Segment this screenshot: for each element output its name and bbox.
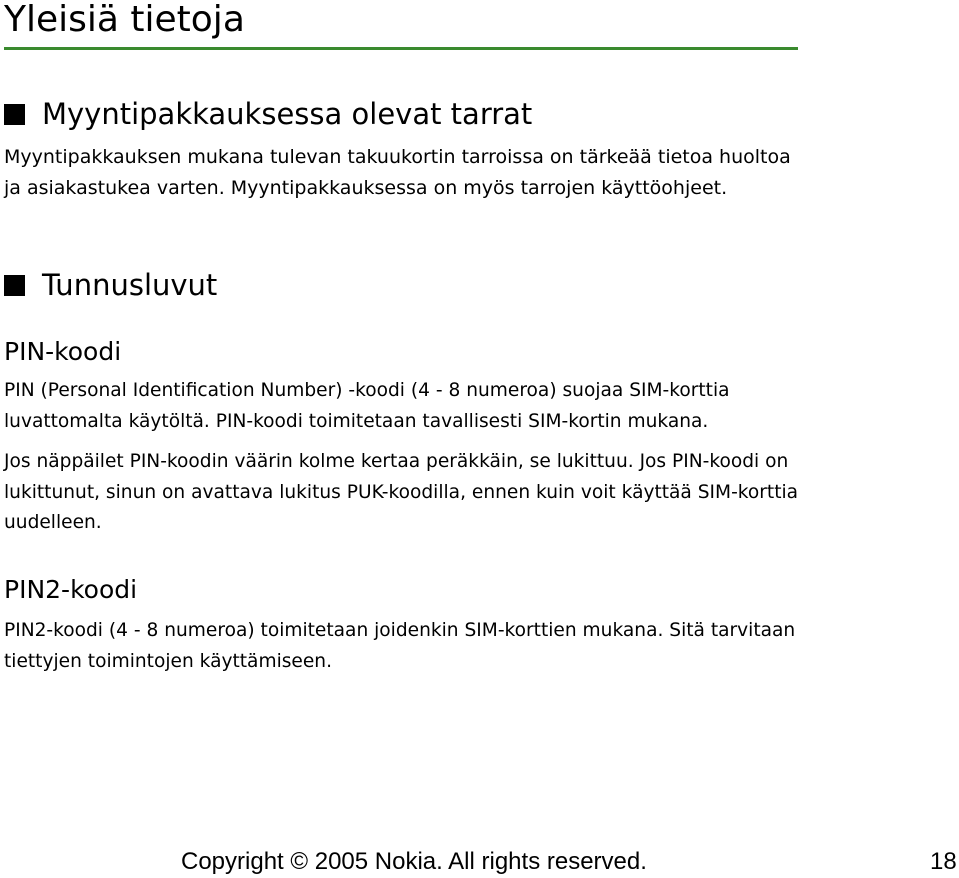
subheading-pin-code: PIN-koodi [4, 337, 122, 366]
section-heading-text: Tunnusluvut [42, 268, 218, 302]
section-heading-labels [4, 96, 532, 132]
section-heading-codes [4, 267, 217, 303]
square-bullet-icon [4, 275, 25, 296]
footer-page-number: 18 [930, 848, 957, 875]
section-heading-text: Myyntipakkauksessa olevat tarrat [42, 97, 533, 131]
title-underline-rule [4, 47, 798, 50]
pin-paragraph-2: Jos näppäilet PIN-koodin väärin kolme kertaa peräkkäin, se lukittuu. Jos PIN-koodi on lukittunut, sinun on avattava lukitus PUK-koodilla, ennen kuin voit käyttää SIM-korttia uudelleen. [4, 451, 799, 534]
labels-paragraph: Myyntipakkauksen mukana tulevan takuukortin tarroissa on tärkeää tietoa huoltoa ja asiakastukea varten. Myyntipakkauksessa on myös tarrojen käyttöohjeet. [4, 146, 791, 199]
pin-paragraph-1: PIN (Personal Identification Number) -koodi (4 - 8 numeroa) suojaa SIM-korttia luvattomalta käytöltä. PIN-koodi toimitetaan tavallisesti SIM-kortin mukana. [4, 380, 730, 432]
footer-copyright: Copyright © 2005 Nokia. All rights reserved. [181, 848, 647, 875]
page-title: Yleisiä tietoja [4, 0, 245, 40]
pin2-paragraph: PIN2-koodi (4 - 8 numeroa) toimitetaan joidenkin SIM-korttien mukana. Sitä tarvitaan tiettyjen toimintojen käyttämiseen. [4, 620, 796, 672]
square-bullet-icon [4, 104, 25, 125]
subheading-pin2-code: PIN2-koodi [4, 575, 138, 604]
